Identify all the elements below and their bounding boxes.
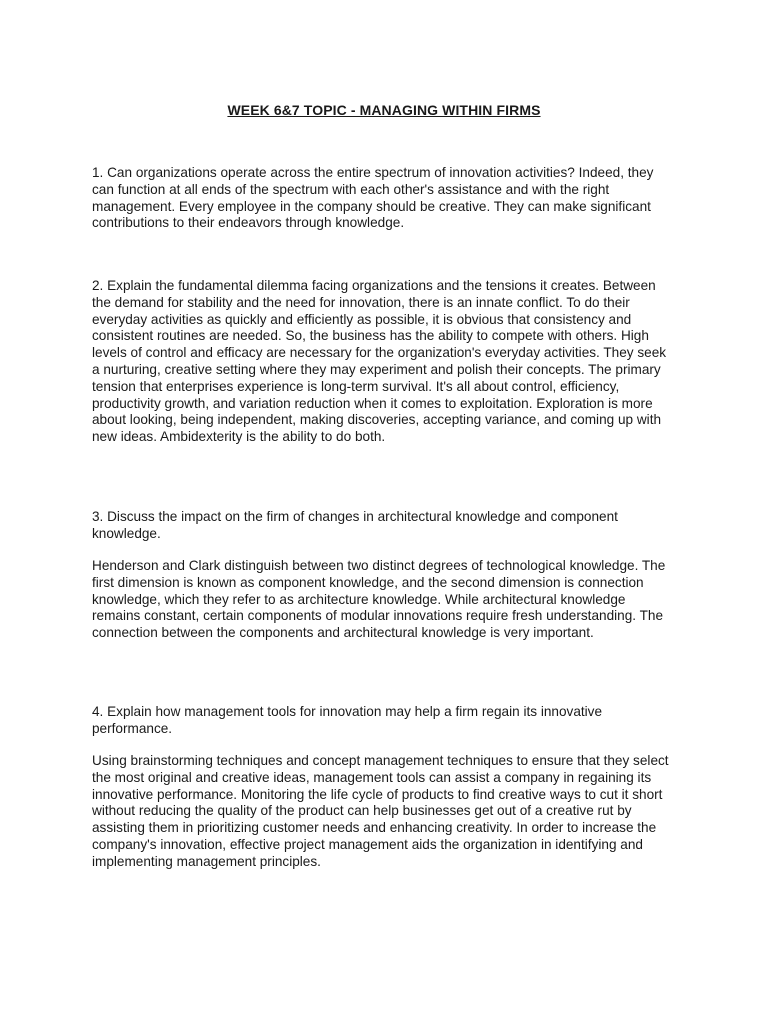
section-2-text: 2. Explain the fundamental dilemma facing organizations and the tensions it creates. Between the demand for stability and the need for innovation, there is an innate conflict. To do their everyday activities as quickly and efficiently as possible, it is obvious that consistency and consistent routines are needed. So, the business has the ability to compete with others. High levels of control and efficacy are necessary for the organization's everyday activities. They seek a nurturing, creative setting where they may experiment and polish their concepts. The primary tension that enterprises experience is long-term survival. It's all about control, efficiency, productivity growth, and variation reduction when it comes to exploitation. Exploration is more about looking, being independent, making discoveries, accepting variance, and coming up with new ideas. Ambidexterity is the ability to do both. — [92, 278, 667, 445]
section-4-question: 4. Explain how management tools for innovation may help a firm regain its innovative performance. — [92, 704, 603, 736]
section-3-question: 3. Discuss the impact on the firm of changes in architectural knowledge and component knowledge. — [92, 509, 618, 541]
section-1-text: 1. Can organizations operate across the entire spectrum of innovation activities? Indeed, they can function at all ends of the spectrum with each other's assistance and with the right management. Every employee in the company should be creative. They can make significant contributions to their endeavors through knowledge. — [92, 165, 654, 231]
section-3-answer: Henderson and Clark distinguish between two distinct degrees of technological knowledge. The first dimension is known as component knowledge, and the second dimension is connection knowledge, which they refer to as architecture knowledge. While architectural knowledge remains constant, certain components of modular innovations require fresh understanding. The connection between the components and architectural knowledge is very important. — [92, 558, 666, 641]
section-4-answer: Using brainstorming techniques and concept management techniques to ensure that they select the most original and creative ideas, management tools can assist a company in regaining its innovative performance. Monitoring the life cycle of products to find creative ways to cut it short without reducing the quality of the product can help businesses get out of a creative rut by assisting them in prioritizing customer needs and enhancing creativity. In order to increase the company's innovation, effective project management aids the organization in identifying and implementing management principles. — [92, 753, 669, 869]
document-title: WEEK 6&7 TOPIC - MANAGING WITHIN FIRMS — [227, 102, 541, 118]
